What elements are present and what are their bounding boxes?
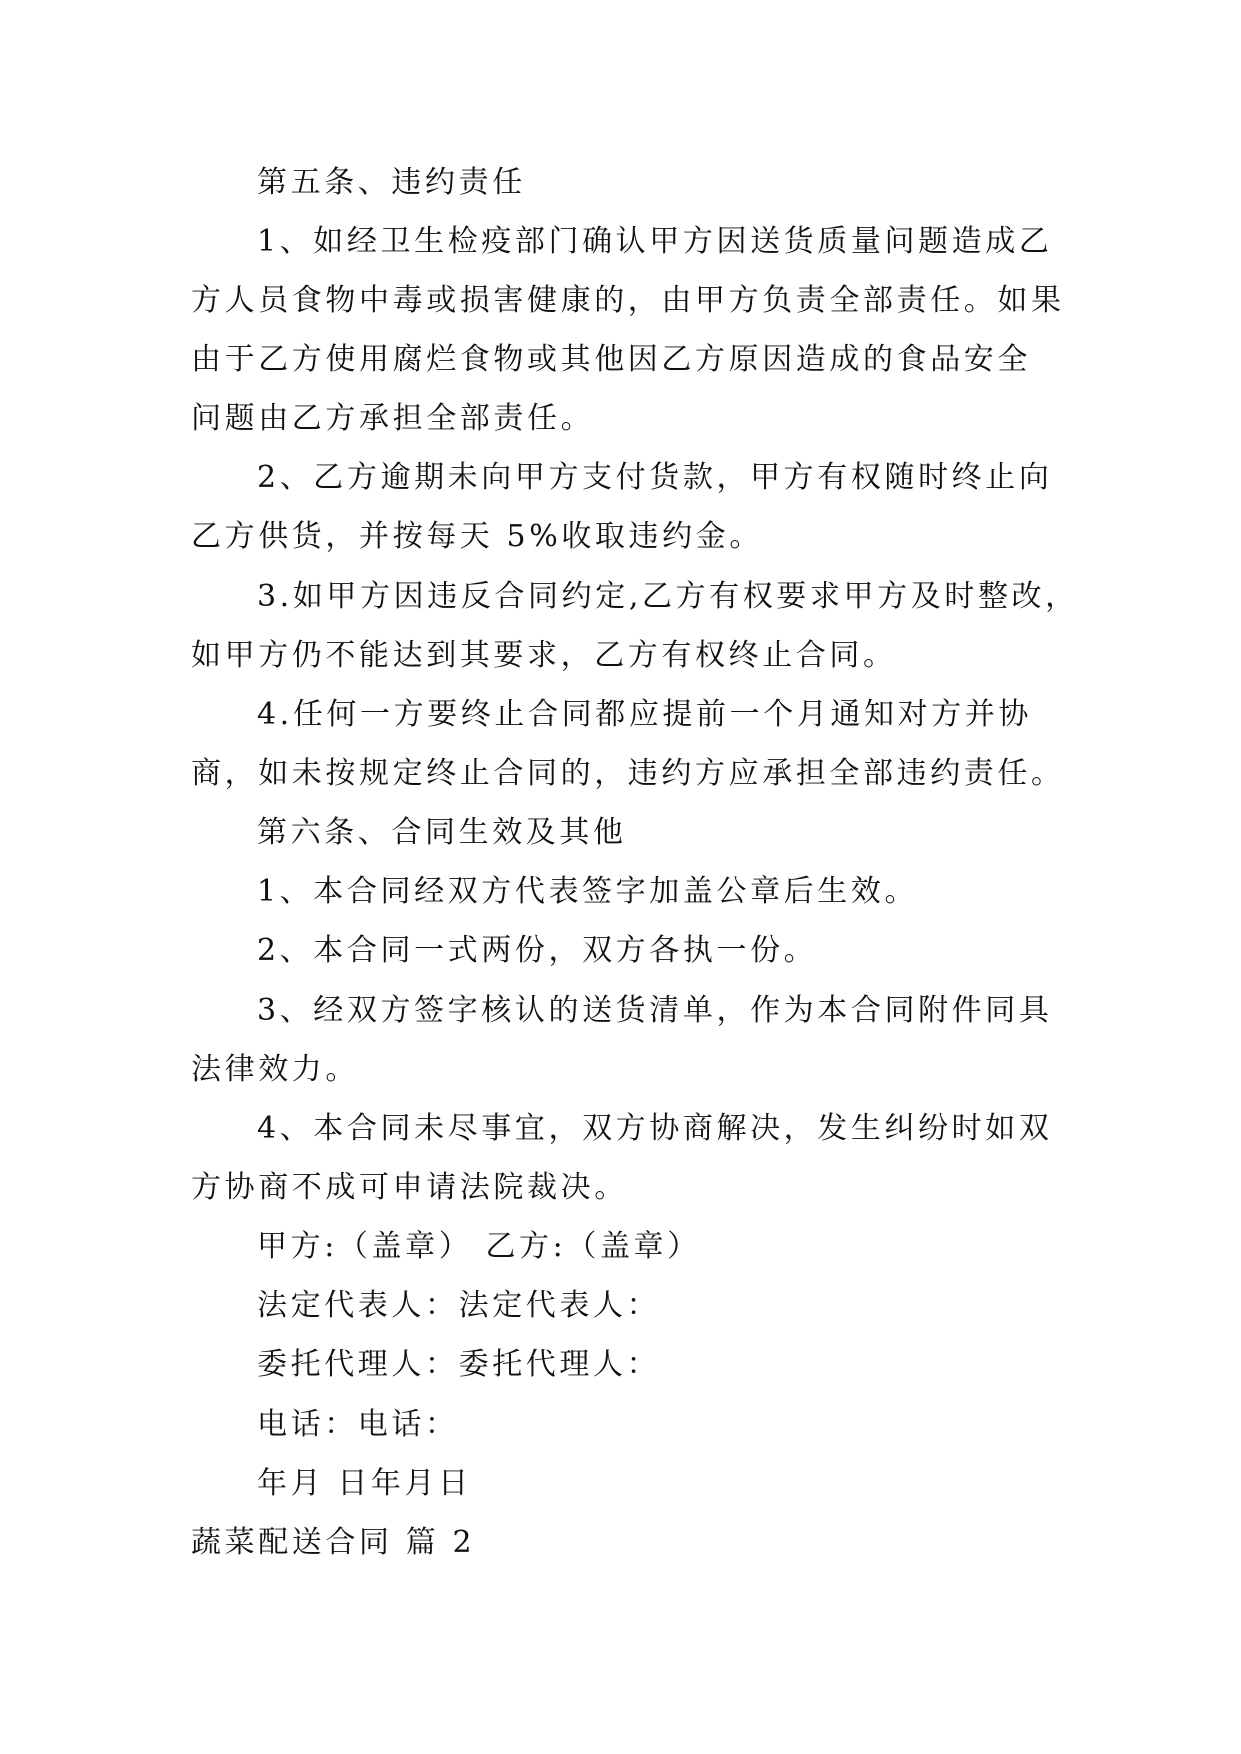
article-5-heading: 第五条、违约责任 [257, 165, 526, 200]
clause-5-1-line-1: 1、如经卫生检疫部门确认甲方因送货质量问题造成乙 [257, 224, 1053, 259]
clause-6-3-line-2: 法律效力。 [191, 1052, 359, 1087]
clause-6-1: 1、本合同经双方代表签字加盖公章后生效。 [257, 874, 919, 909]
clause-6-2: 2、本合同一式两份，双方各执一份。 [257, 933, 818, 968]
party-seal-line: 甲方:（盖章） 乙方:（盖章） [257, 1229, 701, 1264]
clause-5-3-line-1: 3.如甲方因违反合同约定,乙方有权要求甲方及时整改， [257, 579, 1079, 614]
clause-5-3-line-2: 如甲方仍不能达到其要求，乙方有权终止合同。 [191, 638, 897, 673]
authorized-agent-line: 委托代理人：委托代理人： [257, 1347, 661, 1382]
clause-5-2-line-2: 乙方供货，并按每天 5%收取违约金。 [191, 519, 763, 554]
clause-5-1-line-3: 由于乙方使用腐烂食物或其他因乙方原因造成的食品安全 [191, 342, 1031, 377]
clause-5-4-line-2: 商，如未按规定终止合同的，违约方应承担全部违约责任。 [191, 756, 1065, 791]
phone-line: 电话：电话： [257, 1407, 459, 1442]
clause-6-3-line-1: 3、经双方签字核认的送货清单，作为本合同附件同具 [257, 993, 1053, 1028]
clause-6-4-line-2: 方协商不成可申请法院裁决。 [191, 1170, 628, 1205]
clause-5-4-line-1: 4.任何一方要终止合同都应提前一个月通知对方并协 [257, 697, 1033, 732]
clause-5-1-line-4: 问题由乙方承担全部责任。 [191, 401, 595, 436]
article-6-heading: 第六条、合同生效及其他 [257, 815, 627, 850]
date-line: 年月 日年月日 [257, 1466, 472, 1501]
legal-representative-line: 法定代表人：法定代表人： [257, 1288, 661, 1323]
clause-5-2-line-1: 2、乙方逾期未向甲方支付货款，甲方有权随时终止向 [257, 460, 1053, 495]
clause-6-4-line-1: 4、本合同未尽事宜，双方协商解决，发生纠纷时如双 [257, 1111, 1053, 1146]
section-title-part-2: 蔬菜配送合同 篇 2 [191, 1525, 476, 1560]
clause-5-1-line-2: 方人员食物中毒或损害健康的，由甲方负责全部责任。如果 [191, 283, 1065, 318]
